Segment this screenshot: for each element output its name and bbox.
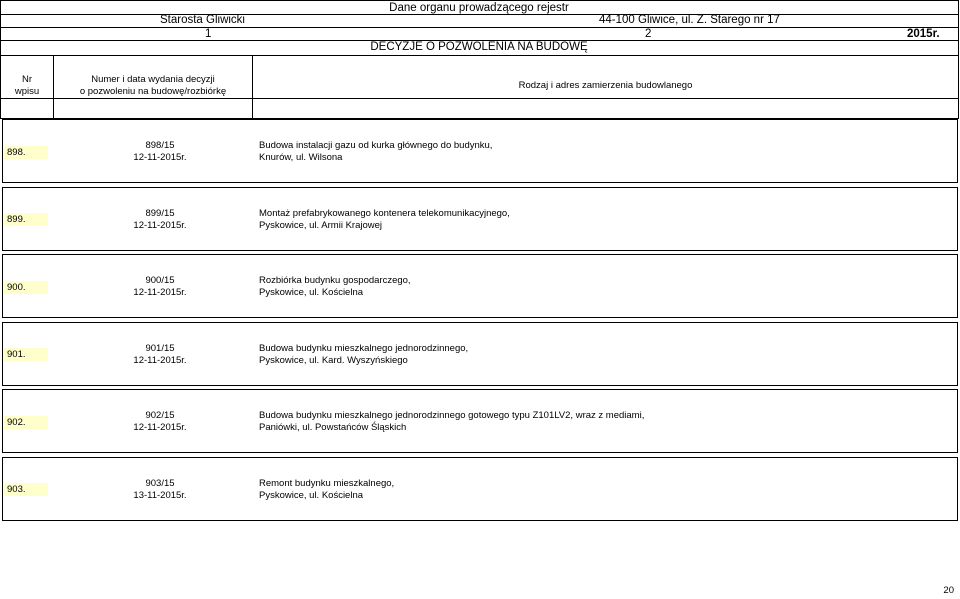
decision-cell: [100, 410, 220, 434]
description-line-1: Rozbiórka budynku gospodarczego,: [259, 275, 411, 286]
authority-address: 44-100 Gliwice, ul. Z. Starego nr 17: [599, 14, 780, 26]
page-number: 20: [943, 585, 954, 596]
entry-number: 898.: [4, 146, 48, 159]
entry-number: 901.: [4, 348, 48, 361]
description-cell: [259, 343, 468, 367]
description-line-2: Pyskowice, ul. Armii Krajowej: [259, 220, 383, 231]
description-line-2: Pyskowice, ul. Kard. Wyszyńskiego: [259, 355, 408, 366]
header-divider-5: [0, 98, 958, 99]
description-line-2: Pyskowice, ul. Kościelna: [259, 490, 364, 501]
decision-number: 898/15: [145, 140, 175, 151]
decision-date: 12-11-2015r.: [133, 220, 187, 231]
header-title: Dane organu prowadzącego rejestr: [389, 2, 569, 14]
decision-number: 899/15: [145, 208, 175, 219]
column-header-decision-line2: o pozwoleniu na budowę/rozbiórkę: [79, 86, 227, 97]
column-header-nr-line2: wpisu: [14, 86, 40, 97]
description-line-1: Budowa instalacji gazu od kurka głównego do budynku,: [259, 140, 493, 151]
description-line-1: Budowa budynku mieszkalnego jednorodzinnego,: [259, 343, 469, 354]
register-year: 2015r.: [907, 28, 940, 40]
column-number-1: 1: [205, 28, 212, 40]
decision-cell: [100, 140, 220, 164]
header-left-border: [0, 0, 1, 119]
description-cell: [259, 275, 411, 299]
description-cell: [259, 410, 644, 434]
decision-cell: [100, 208, 220, 232]
column-header-nr: [2, 74, 52, 98]
header-divider-4: [0, 55, 958, 56]
decision-number: 901/15: [145, 343, 175, 354]
decision-cell: [100, 343, 220, 367]
entry-number: 903.: [4, 483, 48, 496]
description-line-1: Remont budynku mieszkalnego,: [259, 478, 395, 489]
description-line-1: Montaż prefabrykowanego kontenera telekomunikacyjnego,: [259, 208, 510, 219]
entry-number: 902.: [4, 416, 48, 429]
description-cell: [259, 208, 510, 232]
description-cell: [259, 478, 394, 502]
decision-date: 13-11-2015r.: [133, 490, 187, 501]
decision-number: 903/15: [145, 478, 175, 489]
decision-date: 12-11-2015r.: [133, 422, 187, 433]
decision-cell: [100, 275, 220, 299]
column-header-nr-line1: Nr: [21, 74, 33, 85]
description-line-2: Paniówki, ul. Powstańców Śląskich: [259, 422, 407, 433]
description-line-1: Budowa budynku mieszkalnego jednorodzinnego gotowego typu Z101LV2, wraz z mediami,: [259, 410, 645, 421]
header-divider-1: [0, 14, 958, 15]
decision-date: 12-11-2015r.: [133, 355, 187, 366]
column-header-description: Rodzaj i adres zamierzenia budowlanego: [518, 80, 693, 91]
column-header-decision: [54, 74, 252, 98]
decision-date: 12-11-2015r.: [133, 152, 187, 163]
description-line-2: Knurów, ul. Wilsona: [259, 152, 343, 163]
description-cell: [259, 140, 492, 164]
decision-title: DECYZJE O POZWOLENIA NA BUDOWĘ: [370, 41, 588, 53]
entry-number: 899.: [4, 213, 48, 226]
authority-name: Starosta Gliwicki: [160, 14, 245, 26]
decision-number: 900/15: [145, 275, 175, 286]
decision-date: 12-11-2015r.: [133, 287, 187, 298]
column-number-2: 2: [645, 28, 652, 40]
description-line-2: Pyskowice, ul. Kościelna: [259, 287, 364, 298]
column-header-decision-line1: Numer i data wydania decyzji: [91, 74, 215, 85]
header-divider-2: [0, 27, 958, 28]
entry-number: 900.: [4, 281, 48, 294]
decision-cell: [100, 478, 220, 502]
decision-number: 902/15: [145, 410, 175, 421]
header-right-border: [958, 0, 959, 119]
